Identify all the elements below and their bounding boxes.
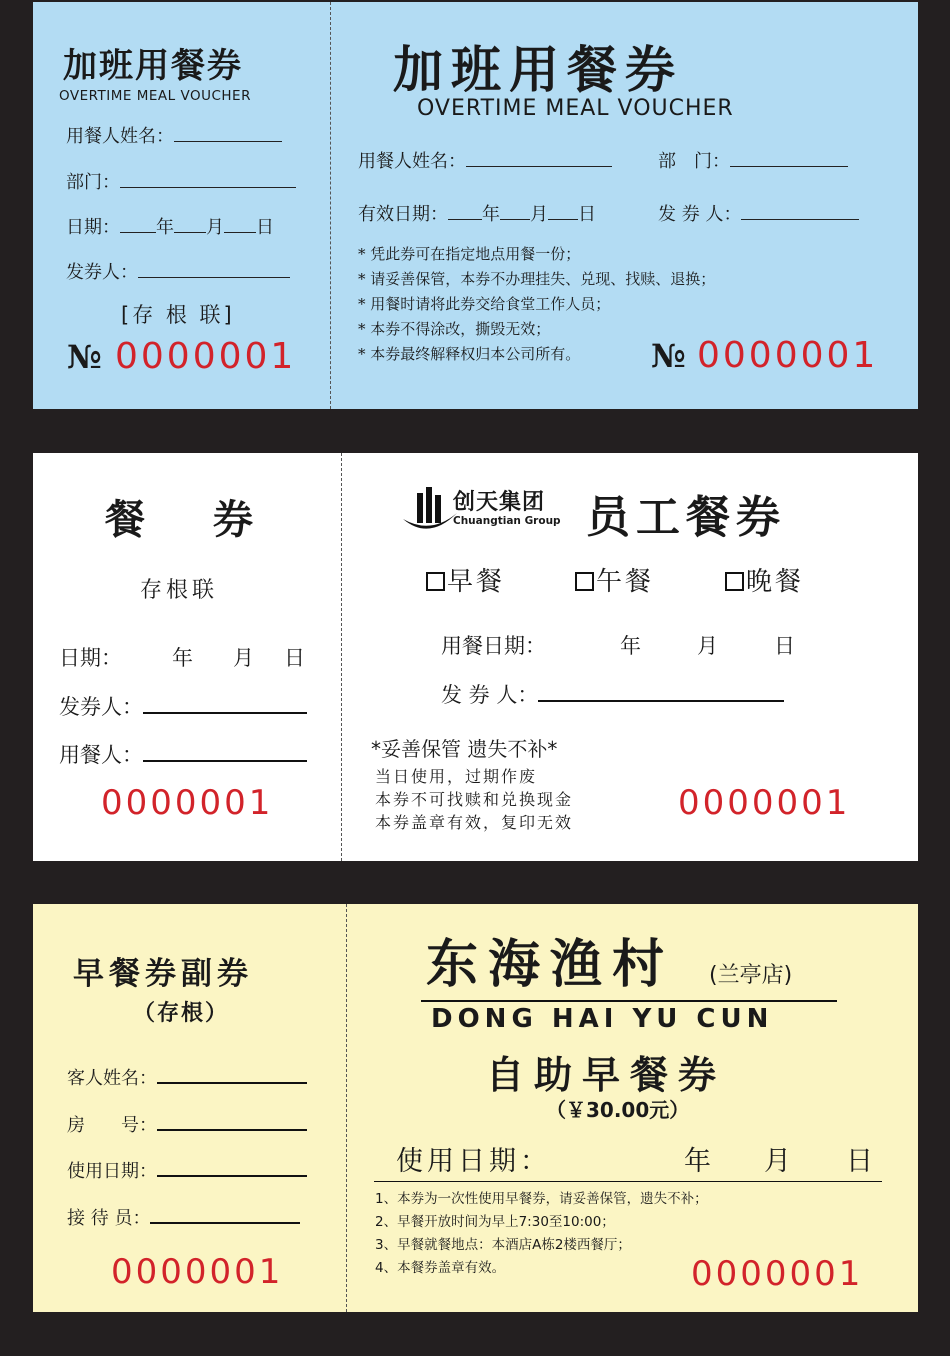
month-label: 月 xyxy=(206,217,224,238)
term-item: * 请妥善保管，本券不办理挂失、兑现、找赎、退换； xyxy=(358,270,716,288)
terms-list xyxy=(375,765,573,834)
breakfast-voucher xyxy=(33,904,918,1312)
main-issuer-field[interactable] xyxy=(441,679,784,709)
price: （￥30.00元） xyxy=(546,1098,690,1122)
term-item: 本券盖章有效，复印无效 xyxy=(375,813,574,832)
stub-issuer-field[interactable] xyxy=(66,258,290,284)
term-item: * 本券最终解释权归本公司所有。 xyxy=(358,345,581,363)
main-title: 员工餐券 xyxy=(586,492,786,543)
serial-number: 0000001 xyxy=(115,336,297,377)
brand-name: 东海渔村 xyxy=(426,934,675,995)
meal-date-field[interactable] xyxy=(441,630,795,660)
diner-label: 用餐人： xyxy=(59,743,143,767)
date-label: 日期： xyxy=(59,646,122,670)
dept-label: 部 门： xyxy=(658,151,730,172)
day-label: 日 xyxy=(578,204,596,225)
main-title: 自助早餐券 xyxy=(486,1053,727,1097)
keep-safe-note: *妥善保管 遗失不补* xyxy=(371,737,558,761)
term-item: * 本券不得涂改，撕毁无效； xyxy=(358,320,551,338)
logo-text: 创天集团 xyxy=(453,490,546,515)
logo-english: Chuangtian Group xyxy=(453,515,561,527)
main-issuer-field[interactable] xyxy=(658,200,859,226)
stub-dept-field[interactable] xyxy=(66,168,296,194)
term-item: 3、早餐就餐地点：本酒店A栋2楼西餐厅； xyxy=(375,1237,631,1253)
chuangtian-logo xyxy=(399,483,571,539)
year-label: 年 xyxy=(684,1146,711,1177)
use-date-field[interactable] xyxy=(374,1137,882,1182)
main-name-field[interactable] xyxy=(358,147,612,173)
stub-title: 加班用餐券 xyxy=(63,46,243,86)
guest-name-label: 客人姓名： xyxy=(67,1068,157,1089)
receptionist-label: 接 待 员： xyxy=(67,1208,151,1229)
issuer-label: 发 券 人： xyxy=(441,683,539,707)
room-number-field[interactable] xyxy=(67,1111,307,1137)
chuangtian-logo-icon xyxy=(399,483,459,539)
term-item: 4、本餐券盖章有效。 xyxy=(375,1260,506,1276)
branch-name: (兰亭店) xyxy=(709,963,793,988)
meal-option-lunch[interactable] xyxy=(575,561,654,598)
perforation-line xyxy=(341,453,342,861)
date-label: 使用日期： xyxy=(396,1146,551,1177)
perforation-line xyxy=(346,904,347,1312)
main-valid-date-field[interactable] xyxy=(358,200,596,226)
staff-meal-voucher xyxy=(33,453,918,861)
valid-date-label: 有效日期： xyxy=(358,204,448,225)
term-item: * 用餐时请将此券交给食堂工作人员； xyxy=(358,295,611,313)
stub-diner-field[interactable] xyxy=(59,739,307,769)
term-item: 本券不可找赎和兑换现金 xyxy=(375,790,574,809)
stub-name-field[interactable] xyxy=(66,122,282,148)
year-label: 年 xyxy=(482,204,500,225)
serial-number: 0000001 xyxy=(697,335,879,376)
stub-mark: [存 根 联] xyxy=(121,303,235,327)
use-date-field[interactable] xyxy=(67,1157,307,1183)
month-label: 月 xyxy=(764,1146,791,1177)
day-label: 日 xyxy=(846,1146,873,1177)
meal-label: 晚餐 xyxy=(746,567,805,597)
serial-number: 0000001 xyxy=(111,1252,284,1292)
number-symbol: № xyxy=(67,338,102,376)
checkbox[interactable] xyxy=(575,572,594,591)
stub-date-field[interactable] xyxy=(66,213,274,239)
term-item: * 凭此券可在指定地点用餐一份； xyxy=(358,245,581,263)
stub-mark: 存根联 xyxy=(140,578,219,603)
term-item: 2、早餐开放时间为早上7:30至10:00； xyxy=(375,1214,615,1230)
stub-issuer-field[interactable] xyxy=(59,691,307,721)
name-label: 用餐人姓名： xyxy=(66,126,174,147)
day-label: 日 xyxy=(284,646,305,670)
day-label: 日 xyxy=(774,634,795,658)
issuer-label: 发券人： xyxy=(59,695,143,719)
number-symbol: № xyxy=(651,337,686,375)
checkbox[interactable] xyxy=(725,572,744,591)
name-label: 用餐人姓名： xyxy=(358,151,466,172)
checkbox[interactable] xyxy=(426,572,445,591)
year-label: 年 xyxy=(172,646,193,670)
dept-label: 部门： xyxy=(66,172,120,193)
meal-option-breakfast[interactable] xyxy=(426,561,505,598)
brand-english: DONG HAI YU CUN xyxy=(431,1004,774,1034)
main-subtitle: OVERTIME MEAL VOUCHER xyxy=(417,96,734,121)
terms-list xyxy=(375,1188,708,1280)
guest-name-field[interactable] xyxy=(67,1064,307,1090)
serial-number: 0000001 xyxy=(678,783,851,823)
date-label: 使用日期： xyxy=(67,1161,157,1182)
month-label: 月 xyxy=(233,646,254,670)
term-item: 当日使用，过期作废 xyxy=(375,767,538,786)
stub-title: 早餐券副券 xyxy=(73,956,253,992)
meal-label: 早餐 xyxy=(447,567,506,597)
month-label: 月 xyxy=(697,634,718,658)
main-dept-field[interactable] xyxy=(658,147,848,173)
brand-underline xyxy=(421,1000,837,1002)
stub-subtitle: OVERTIME MEAL VOUCHER xyxy=(59,88,251,104)
stub-title: 餐 券 xyxy=(105,496,267,543)
overtime-meal-voucher xyxy=(33,2,918,409)
stub-mark: （存根） xyxy=(133,1000,230,1026)
issuer-label: 发 券 人： xyxy=(658,204,742,225)
date-label: 日期： xyxy=(66,217,120,238)
date-label: 用餐日期： xyxy=(441,634,546,658)
main-title: 加班用餐券 xyxy=(393,40,683,99)
day-label: 日 xyxy=(256,217,274,238)
issuer-label: 发券人： xyxy=(66,262,138,283)
stub-date-field[interactable] xyxy=(59,642,305,672)
serial-number: 0000001 xyxy=(101,783,274,823)
meal-option-dinner[interactable] xyxy=(725,561,804,598)
year-label: 年 xyxy=(620,634,641,658)
meal-label: 午餐 xyxy=(596,567,655,597)
receptionist-field[interactable] xyxy=(67,1204,300,1230)
year-label: 年 xyxy=(156,217,174,238)
month-label: 月 xyxy=(530,204,548,225)
serial-number: 0000001 xyxy=(691,1254,864,1294)
perforation-line xyxy=(330,2,331,409)
term-item: 1、本券为一次性使用早餐券，请妥善保管，遗失不补； xyxy=(375,1191,708,1207)
room-label: 房 号： xyxy=(67,1115,157,1136)
